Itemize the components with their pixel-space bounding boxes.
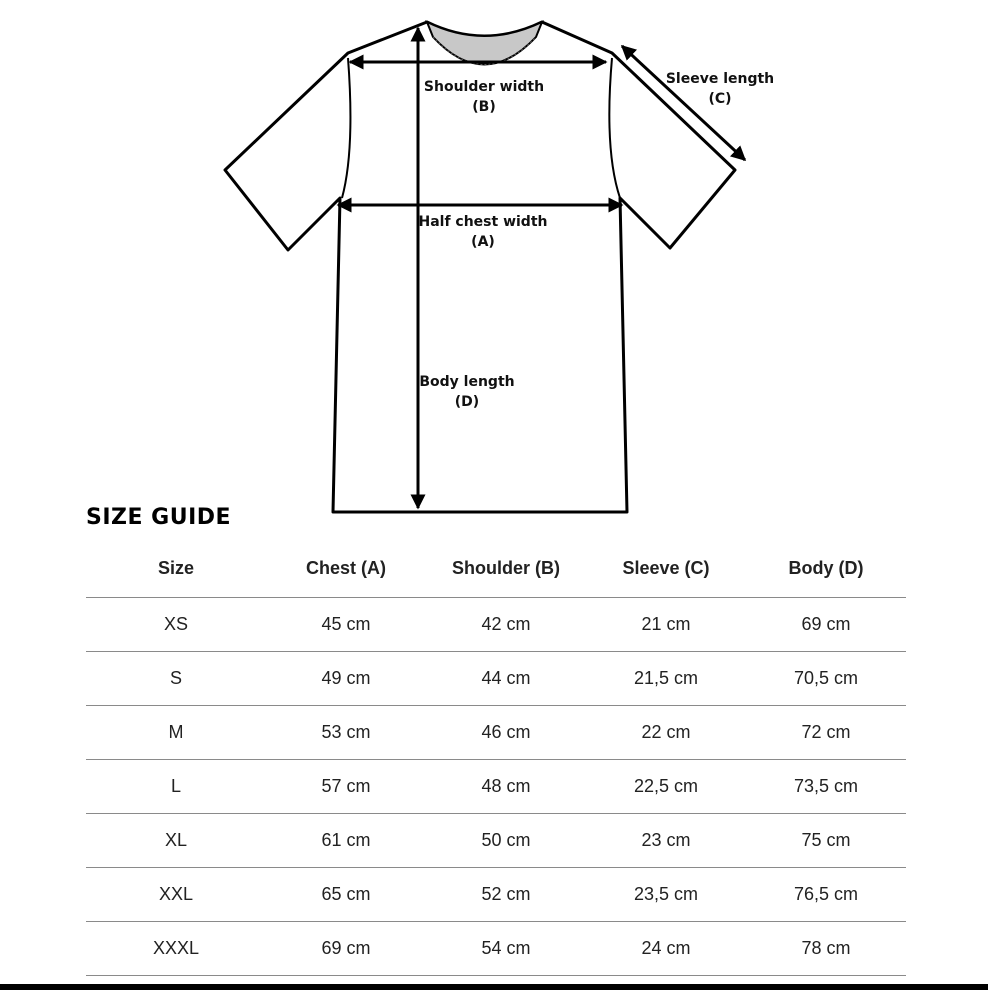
body-cell: 69 cm [746, 598, 906, 652]
chest-cell: 65 cm [266, 868, 426, 922]
shoulder-cell: 44 cm [426, 652, 586, 706]
sleeve-length-label-code: (C) [708, 91, 732, 107]
size-guide-title: SIZE GUIDE [86, 505, 232, 530]
half-chest-width-label-code: (A) [471, 234, 495, 250]
half-chest-width-label-text: Half chest width [418, 214, 548, 230]
sleeve-cell: 21 cm [586, 598, 746, 652]
table-row [86, 598, 906, 652]
table-row [86, 868, 906, 922]
shoulder-width-label-code: (B) [472, 99, 496, 115]
shoulder-cell: 50 cm [426, 814, 586, 868]
size-cell: XL [86, 814, 266, 868]
size-cell: M [86, 706, 266, 760]
table-row [86, 760, 906, 814]
size-table [86, 540, 906, 976]
table-row [86, 814, 906, 868]
body-cell: 73,5 cm [746, 760, 906, 814]
size-cell: XXL [86, 868, 266, 922]
body-cell: 72 cm [746, 706, 906, 760]
sleeve-cell: 22,5 cm [586, 760, 746, 814]
sleeve-length-label [660, 69, 780, 109]
size-cell: XXXL [86, 922, 266, 976]
sleeve-cell: 24 cm [586, 922, 746, 976]
shoulder-cell: 52 cm [426, 868, 586, 922]
body-length-label [414, 372, 520, 412]
size-cell: L [86, 760, 266, 814]
body-length-label-code: (D) [454, 394, 480, 410]
chest-column-header: Chest (A) [266, 540, 426, 598]
shoulder-cell: 54 cm [426, 922, 586, 976]
sleeve-column-header: Sleeve (C) [586, 540, 746, 598]
sleeve-cell: 23 cm [586, 814, 746, 868]
body-cell: 76,5 cm [746, 868, 906, 922]
chest-cell: 45 cm [266, 598, 426, 652]
body-length-label-text: Body length [419, 374, 515, 390]
shoulder-cell: 48 cm [426, 760, 586, 814]
table-row [86, 706, 906, 760]
sleeve-cell: 22 cm [586, 706, 746, 760]
shoulder-width-label [420, 77, 548, 117]
chest-cell: 49 cm [266, 652, 426, 706]
shoulder-cell: 46 cm [426, 706, 586, 760]
body-cell: 70,5 cm [746, 652, 906, 706]
chest-cell: 57 cm [266, 760, 426, 814]
size-cell: S [86, 652, 266, 706]
table-row [86, 652, 906, 706]
size-column-header: Size [86, 540, 266, 598]
table-row [86, 922, 906, 976]
shoulder-column-header: Shoulder (B) [426, 540, 586, 598]
body-cell: 75 cm [746, 814, 906, 868]
chest-cell: 61 cm [266, 814, 426, 868]
sleeve-length-label-text: Sleeve length [665, 71, 775, 87]
sleeve-cell: 21,5 cm [586, 652, 746, 706]
size-table-header-row [86, 540, 906, 598]
shoulder-cell: 42 cm [426, 598, 586, 652]
body-column-header: Body (D) [746, 540, 906, 598]
shoulder-width-label-text: Shoulder width [423, 79, 545, 95]
half-chest-width-label [414, 212, 552, 252]
body-cell: 78 cm [746, 922, 906, 976]
bottom-border [0, 984, 988, 990]
sleeve-cell: 23,5 cm [586, 868, 746, 922]
chest-cell: 53 cm [266, 706, 426, 760]
size-cell: XS [86, 598, 266, 652]
chest-cell: 69 cm [266, 922, 426, 976]
